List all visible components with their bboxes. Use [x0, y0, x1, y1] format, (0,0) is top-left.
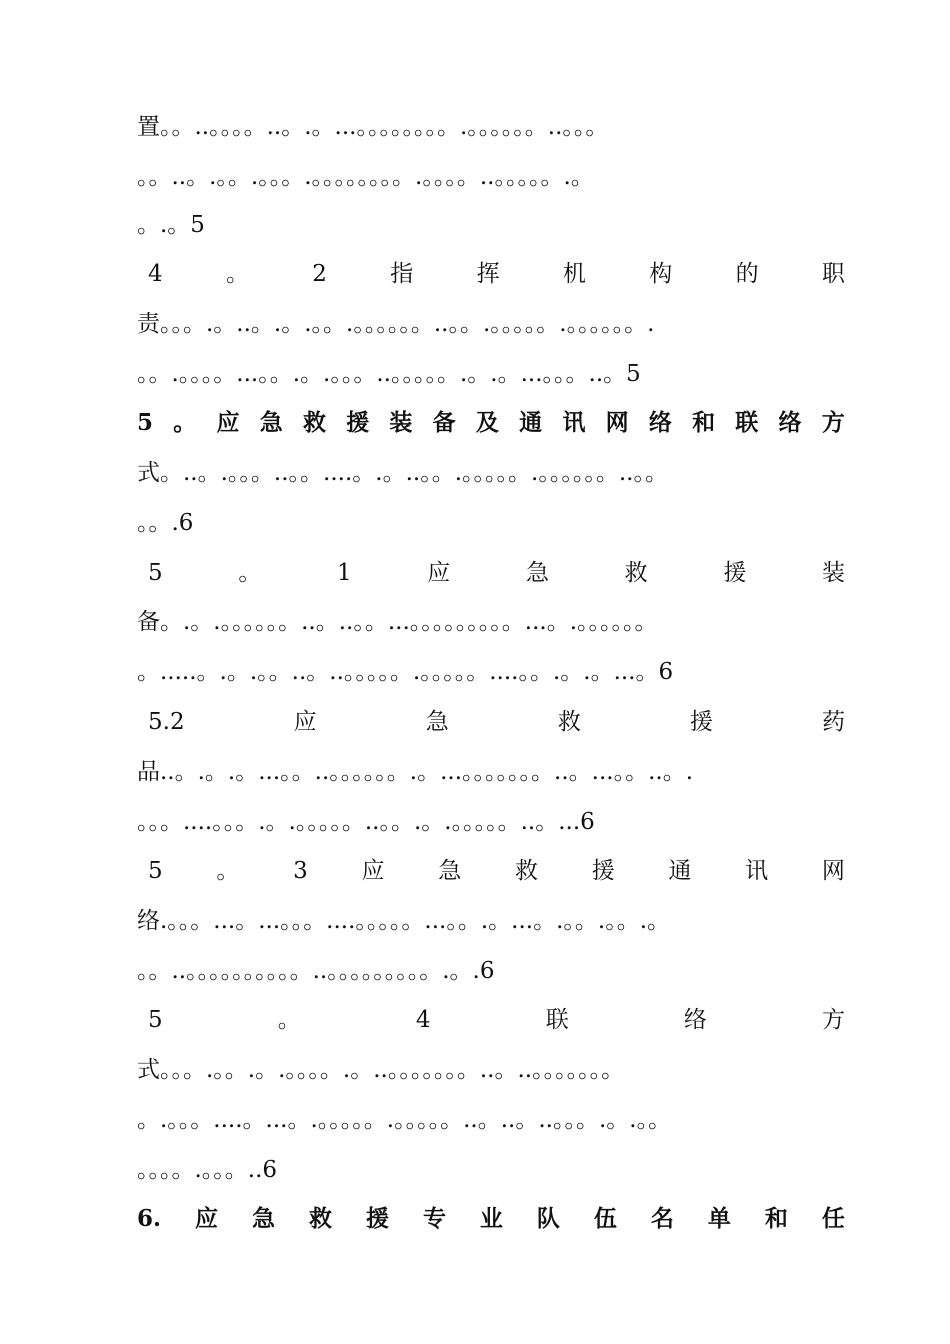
toc-line: 。。。。.。。。..6 — [137, 1157, 278, 1183]
toc-line: 置。。..。。。。..。.。...。。。。。。。。.。。。。。。..。。。 — [137, 114, 609, 140]
toc-glyph: 应 — [361, 858, 385, 884]
toc-glyph: 通 — [668, 858, 692, 884]
toc-line: 。。..。.。。.。。。.。。。。。。。。.。。。。..。。。。。.。 — [137, 164, 594, 190]
toc-glyph: 络 — [778, 409, 802, 436]
toc-glyph: 救 — [624, 560, 648, 586]
toc-line: 。。.6 — [137, 510, 194, 536]
toc-glyph: 任 — [821, 1205, 845, 1232]
toc-glyph: 方 — [821, 409, 845, 436]
toc-glyph: 5 — [148, 858, 163, 884]
toc-section-5-heading[interactable] — [137, 406, 845, 440]
toc-glyph: 援 — [365, 1205, 389, 1232]
toc-glyph: 网 — [821, 858, 845, 884]
toc-glyph: 5.2 — [148, 709, 185, 735]
toc-glyph: 单 — [707, 1205, 731, 1232]
toc-glyph: 专 — [422, 1205, 446, 1232]
toc-glyph: 联 — [545, 1007, 569, 1033]
toc-line: 品..。.。.。...。。..。。。。。。.。...。。。。。。。..。...。。..。. — [137, 759, 694, 785]
toc-glyph: 的 — [735, 261, 759, 287]
toc-glyph: 。 — [225, 261, 249, 287]
toc-glyph: 。 — [277, 1007, 301, 1033]
toc-glyph: 急 — [525, 560, 549, 586]
toc-glyph: 2 — [312, 261, 327, 287]
toc-glyph: 通 — [519, 409, 543, 436]
toc-line: 络.。。。...。...。。。....。。。。。...。。.。...。.。。.。。.。 — [137, 908, 671, 934]
toc-glyph: 救 — [302, 409, 326, 436]
toc-glyph: 4 — [415, 1007, 431, 1033]
toc-glyph: 救 — [514, 858, 538, 884]
toc-glyph: 急 — [438, 858, 462, 884]
toc-glyph: 和 — [764, 1205, 788, 1232]
toc-glyph: 网 — [605, 409, 629, 436]
toc-glyph: 业 — [479, 1205, 503, 1232]
toc-glyph: 应 — [293, 709, 317, 735]
toc-glyph: 伍 — [593, 1205, 617, 1232]
toc-glyph: 3 — [293, 858, 308, 884]
toc-section-6-heading[interactable] — [137, 1202, 845, 1236]
toc-glyph: 备 — [432, 409, 456, 436]
toc-glyph: 药 — [821, 709, 845, 735]
toc-glyph: 5 — [137, 409, 154, 436]
toc-line: 。.。5 — [137, 212, 205, 238]
toc-glyph: 5 — [148, 560, 163, 586]
toc-glyph: 联 — [735, 409, 759, 436]
toc-glyph: 和 — [692, 409, 716, 436]
toc-line: 式。。。.。。.。.。。。。.。..。。。。。。。..。..。。。。。。。 — [137, 1057, 625, 1083]
toc-glyph: 方 — [821, 1007, 845, 1033]
toc-glyph: 援 — [346, 409, 370, 436]
toc-line: 。.。。。....。...。.。。。。。.。。。。。..。..。..。。。.。.。。 — [137, 1107, 672, 1133]
toc-glyph: 应 — [195, 1205, 218, 1232]
toc-glyph: 援 — [723, 560, 747, 586]
toc-glyph: 络 — [683, 1007, 707, 1033]
toc-glyph: 讯 — [745, 858, 769, 884]
toc-glyph: 应 — [216, 409, 240, 436]
toc-glyph: 名 — [650, 1205, 674, 1232]
toc-line: 。.....。.。.。。..。..。。。。。.。。。。。....。。.。.。...。6 — [137, 659, 674, 685]
toc-glyph: 。 — [173, 409, 197, 436]
toc-glyph: 急 — [259, 409, 283, 436]
toc-glyph: 机 — [562, 261, 586, 287]
toc-glyph: 6. — [137, 1205, 162, 1232]
toc-glyph: 。 — [238, 560, 262, 586]
toc-glyph: 援 — [591, 858, 615, 884]
toc-line: 责。。。.。..。.。.。。.。。。。。。..。。.。。。。。.。。。。。。. — [137, 311, 655, 337]
toc-glyph: 队 — [536, 1205, 560, 1232]
toc-glyph: 应 — [427, 560, 451, 586]
toc-entry-5-1[interactable] — [148, 556, 845, 590]
toc-glyph: 援 — [689, 709, 713, 735]
toc-glyph: 构 — [649, 261, 673, 287]
toc-glyph: 指 — [390, 261, 414, 287]
toc-glyph: 装 — [389, 409, 413, 436]
toc-line: 式。..。.。。。..。。....。.。..。。.。。。。。.。。。。。。..。。 — [137, 460, 668, 486]
toc-glyph: 5 — [148, 1007, 163, 1033]
toc-line: 。。..。。。。。。。。。。..。。。。。。。。。.。.6 — [137, 958, 495, 984]
toc-entry-4-2[interactable] — [148, 257, 845, 291]
toc-glyph: 讯 — [562, 409, 586, 436]
toc-glyph: 挥 — [476, 261, 500, 287]
toc-glyph: 职 — [821, 261, 845, 287]
toc-glyph: 救 — [308, 1205, 332, 1232]
toc-entry-5-2[interactable] — [148, 705, 845, 739]
toc-glyph: 及 — [475, 409, 499, 436]
toc-glyph: 急 — [425, 709, 449, 735]
toc-glyph: 1 — [336, 560, 352, 586]
toc-glyph: 装 — [821, 560, 845, 586]
toc-entry-5-3[interactable] — [148, 854, 845, 888]
toc-glyph: 4 — [148, 261, 163, 287]
toc-line: 。。.。。。。...。。.。.。。。..。。。。。.。.。...。。。..。5 — [137, 361, 641, 387]
toc-glyph: 。 — [216, 858, 240, 884]
toc-line: 备。.。.。。。。。。..。..。。...。。。。。。。。。...。.。。。。。。 — [137, 609, 658, 635]
toc-line: 。。。....。。。.。.。。。。。..。。.。.。。。。。..。...6 — [137, 809, 595, 835]
toc-glyph: 救 — [557, 709, 581, 735]
toc-entry-5-4[interactable] — [148, 1003, 845, 1037]
toc-glyph: 络 — [648, 409, 672, 436]
toc-glyph: 急 — [251, 1205, 275, 1232]
